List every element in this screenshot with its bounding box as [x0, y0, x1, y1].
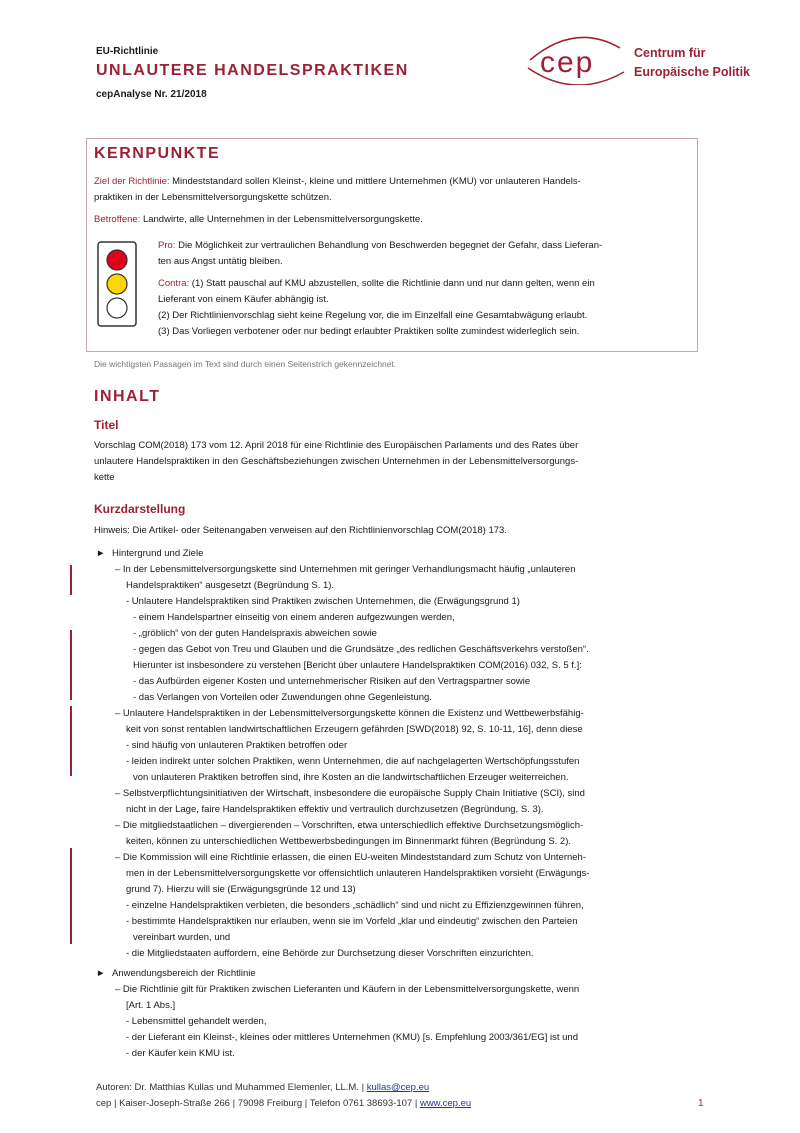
list-item: – Die Richtlinie gilt für Praktiken zwischen Lieferanten und Käufern in der Lebensmittelversorgungskette, wenn [115, 984, 580, 995]
list-item: - gegen das Gebot von Treu und Glauben und die Grundsätze „des redlichen Geschäftsverkehrs verstoßen“. [133, 644, 589, 655]
cep-logo-text: cep [540, 46, 595, 79]
side-mark-note: Die wichtigsten Passagen im Text sind durch einen Seitenstrich gekennzeichnet. [94, 359, 397, 369]
list-item: - sind häufig von unlauteren Praktiken betroffen oder [126, 740, 348, 751]
list-item: - das Aufbürden eigener Kosten und unternehmerischer Risiken auf den Vertragspartner sowie [133, 676, 531, 687]
list-item: - der Käufer kein KMU ist. [126, 1048, 235, 1059]
list-item: – Unlautere Handelspraktiken in der Lebensmittelversorgungskette können die Existenz und Wettbewerbsfähig- [115, 708, 584, 719]
document-series: EU-Richtlinie [96, 46, 159, 57]
list-item: - Lebensmittel gehandelt werden, [126, 1016, 267, 1027]
section-scope-title: Anwendungsbereich der Richtlinie [112, 968, 256, 979]
title-line1: Vorschlag COM(2018) 173 vom 12. April 2018 für eine Richtlinie des Europäischen Parlaments und des Rates über [94, 440, 579, 451]
pro-line2: ten aus Angst untätig bleiben. [158, 256, 283, 267]
affected-line [94, 212, 423, 228]
list-item: - leiden indirekt unter solchen Praktiken, wenn Unternehmen, die auf nachgelagerten Wertschöpfungsstufen [126, 756, 580, 767]
contra-line2: Lieferant von einem Käufer abhängig ist. [158, 294, 329, 305]
website-link[interactable]: www.cep.eu [419, 1098, 472, 1109]
list-item: – In der Lebensmittelversorgungskette sind Unternehmen mit geringer Verhandlungsmacht häufig „unlauteren [115, 564, 576, 575]
title-line3: kette [94, 472, 115, 483]
contra-text: (1) Statt pauschal auf KMU abzustellen, sollte die Richtlinie dann und nur dann gelten, wenn ein [191, 278, 595, 289]
title-line2: unlautere Handelspraktiken in den Geschäftsbeziehungen zwischen Unternehmen in der Lebensmittelversorgungs- [94, 456, 579, 467]
organization-name-line1: Centrum für [634, 46, 706, 60]
organization-name-line2: Europäische Politik [634, 65, 751, 79]
list-item: vereinbart wurden, und [133, 932, 231, 943]
list-item: - das Verlangen von Vorteilen oder Zuwendungen ohne Gegenleistung. [133, 692, 432, 703]
list-item: - einem Handelspartner einseitig von einem anderen aufgezwungen werden, [133, 612, 455, 623]
affected-text: Landwirte, alle Unternehmen in der Lebensmittelversorgungskette. [142, 214, 423, 225]
title-heading: Titel [94, 418, 119, 432]
list-item: - Unlautere Handelspraktiken sind Praktiken zwischen Unternehmen, die (Erwägungsgrund 1) [126, 596, 520, 607]
traffic-light-icon [96, 240, 138, 328]
contra-line3: (2) Der Richtlinienvorschlag sieht keine Regelung vor, die im Einzelfall eine Gesamtabwägung erlaubt. [158, 310, 588, 321]
analysis-number: cepAnalyse Nr. 21/2018 [96, 89, 207, 100]
hint-text: Hinweis: Die Artikel- oder Seitenangaben verweisen auf den Richtlinienvorschlag COM(2018) 173. [94, 525, 507, 536]
contra-label: Contra: [158, 278, 190, 289]
list-item: - die Mitgliedstaaten auffordern, eine Behörde zur Durchsetzung dieser Vorschriften einzurichten. [126, 948, 534, 959]
list-item: Hierunter ist insbesondere zu verstehen [Bericht über unlautere Handelspraktiken COM(2016) 032, S. 5 f.]: [133, 660, 582, 671]
address-text: cep | Kaiser-Joseph-Straße 266 | 79098 Freiburg | Telefon 0761 38693-107 | [96, 1098, 418, 1109]
goal-line1 [94, 174, 581, 190]
list-item: grund 7). Hierzu will sie (Erwägungsgründe 12 und 13) [126, 884, 356, 895]
side-mark [70, 630, 72, 700]
list-item: - einzelne Handelspraktiken verbieten, die besonders „schädlich“ sind und nicht zu Effizienzgewinnen führen, [126, 900, 584, 911]
goal-line2: praktiken in der Lebensmittelversorgungskette schützen. [94, 192, 332, 203]
document-title: UNLAUTERE HANDELSPRAKTIKEN [96, 62, 409, 79]
organization-name [634, 44, 750, 82]
section-background-title: Hintergrund und Ziele [112, 548, 204, 559]
pro-label: Pro: [158, 240, 176, 251]
goal-text: Mindeststandard sollen Kleinst-, kleine und mittlere Unternehmen (KMU) vor unlauteren Handels- [172, 176, 581, 187]
traffic-light-yellow [107, 274, 127, 294]
contra-line1 [158, 276, 595, 292]
key-points-title: KERNPUNKTE [94, 145, 221, 162]
list-item: - bestimmte Handelspraktiken nur erlauben, wenn sie im Vorfeld „klar und eindeutig“ zwischen den Parteien [126, 916, 578, 927]
footer-address [96, 1098, 471, 1109]
list-item: nicht in der Lage, faire Handelspraktiken effektiv und vertraulich durchzusetzen (Begründung, S. 3). [126, 804, 544, 815]
traffic-light-white [107, 298, 127, 318]
list-item: – Die Kommission will eine Richtlinie erlassen, die einen EU-weiten Mindeststandard zum Schutz von Unterneh- [115, 852, 586, 863]
list-item: keit von sonst rentablen landwirtschaftlichen Erzeugern gefährden [SWD(2018) 92, S. 10-11, 16], denn diese [126, 724, 583, 735]
section-bullet-icon: ► [96, 968, 106, 979]
traffic-light-red [107, 250, 127, 270]
footer-authors [96, 1082, 429, 1093]
list-item: – Selbstverpflichtungsinitiativen der Wirtschaft, insbesondere die europäische Supply Chain Initiative (SCI), sind [115, 788, 585, 799]
pro-text: Die Möglichkeit zur vertraulichen Behandlung von Beschwerden begegnet der Gefahr, dass Lieferan- [178, 240, 603, 251]
goal-label: Ziel der Richtlinie: [94, 176, 170, 187]
pro-line1 [158, 238, 602, 254]
list-item: von unlauteren Praktiken betroffen sind, ihre Kosten an die landwirtschaftlichen Erzeuger weiterreichen. [133, 772, 569, 783]
section-bullet-icon: ► [96, 548, 106, 559]
content-title: INHALT [94, 388, 161, 405]
authors-text: Autoren: Dr. Matthias Kullas und Muhammed Elemenler, LL.M. | [96, 1082, 365, 1093]
list-item: Handelspraktiken“ ausgesetzt (Begründung S. 1). [126, 580, 335, 591]
list-item: - „gröblich“ von der guten Handelspraxis abweichen sowie [133, 628, 377, 639]
list-item: [Art. 1 Abs.] [126, 1000, 176, 1011]
list-item: keiten, können zu unterschiedlichen Wettbewerbsbedingungen im Binnenmarkt führen (Begründung S. 2). [126, 836, 572, 847]
email-link[interactable]: kullas@cep.eu [366, 1082, 430, 1093]
page-number: 1 [698, 1098, 704, 1109]
list-item: – Die mitgliedstaatlichen – divergierenden – Vorschriften, etwa unterschiedlich effektive Durchsetzungsmöglich- [115, 820, 584, 831]
side-mark [70, 565, 72, 595]
affected-label: Betroffene: [94, 214, 141, 225]
list-item: - der Lieferant ein Kleinst-, kleines oder mittleres Unternehmen (KMU) [s. Empfehlung 2003/361/EG] ist und [126, 1032, 578, 1043]
side-mark [70, 706, 72, 776]
side-mark [70, 848, 72, 944]
summary-heading: Kurzdarstellung [94, 502, 186, 516]
list-item: men in der Lebensmittelversorgungskette vor offensichtlich unlauteren Handelspraktiken vorsieht (Erwägungs- [126, 868, 590, 879]
contra-line4: (3) Das Vorliegen verbotener oder nur bedingt erlaubter Praktiken sollte zumindest widerleglich sein. [158, 326, 580, 337]
